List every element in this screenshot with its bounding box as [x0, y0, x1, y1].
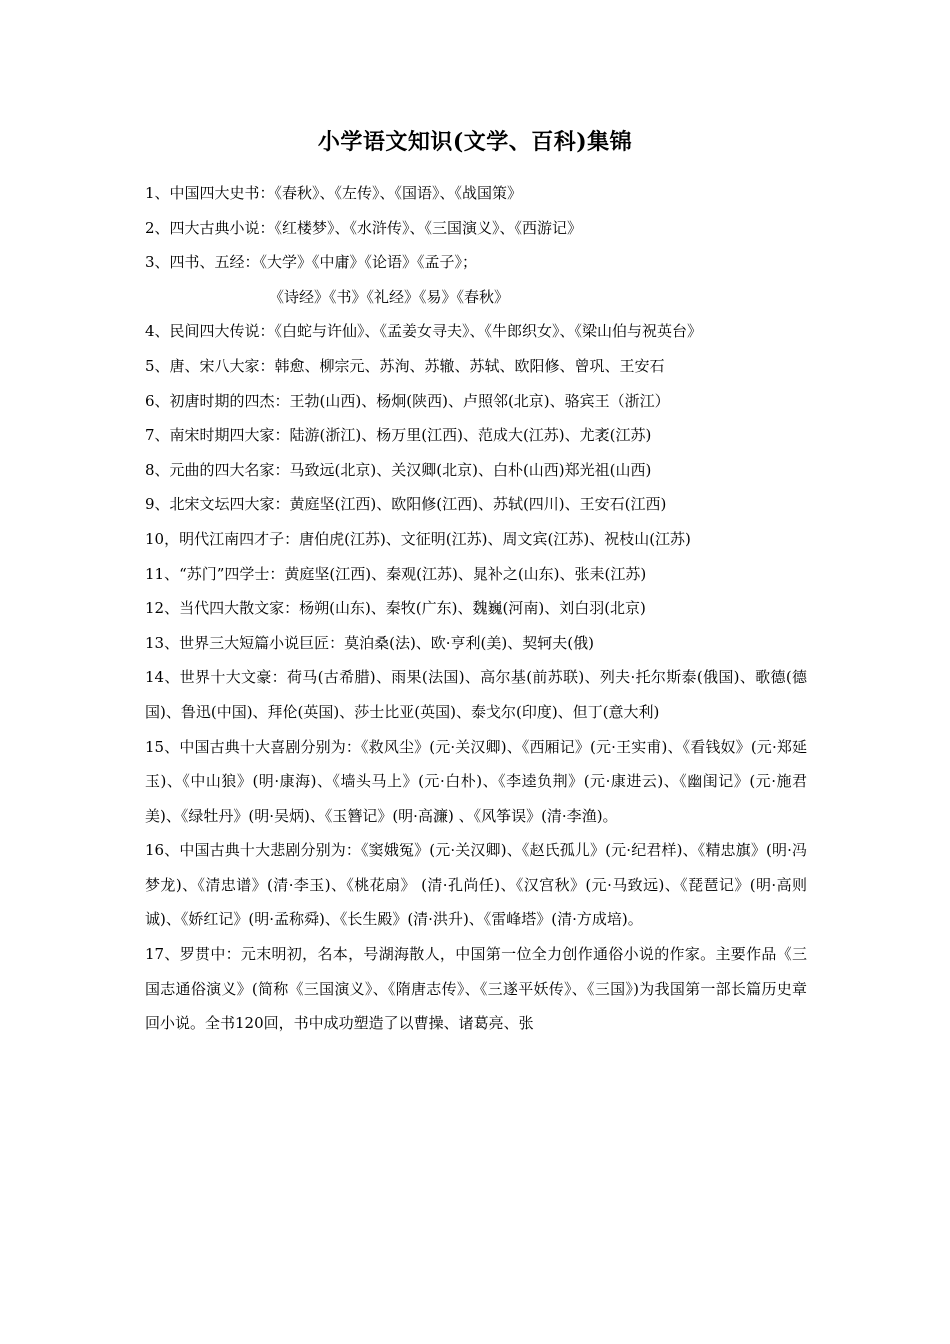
list-item: 3、四书、五经：《大学》《中庸》《论语》《孟子》； [145, 253, 478, 272]
list-item: 5、唐、宋八大家：韩愈、柳宗元、苏洵、苏辙、苏轼、欧阳修、曾巩、王安石 [145, 356, 665, 375]
list-item: 6、初唐时期的四杰：王勃(山西)、杨炯(陕西)、卢照邻(北京)、骆宾王（浙江） [145, 391, 670, 410]
list-item: 13、世界三大短篇小说巨匠：莫泊桑(法)、欧·亨利(美)、契轲夫(俄) [145, 633, 594, 652]
list-item: 15、中国古典十大喜剧分别为：《救风尘》(元·关汉卿)、《西厢记》(元·王实甫)、《看钱奴》(元·郑延玉)、《中山狼》(明·康海)、《墙头马上》(元·白朴)、《李逵负荆》(元·康进云)、《幽闺记》(元·施君美)、《绿牡丹》(明·吴炳)、《玉簪记》(明·高濂) 、《风筝误》(清·李渔)。 [145, 737, 807, 825]
list-item: 4、民间四大传说：《白蛇与许仙》、《孟姜女寻夫》、《牛郎织女》、《梁山伯与祝英台》 [145, 322, 703, 341]
list-item: 2、四大古典小说：《红楼梦》、《水浒传》、《三国演义》、《西游记》 [145, 218, 583, 237]
list-item: 9、北宋文坛四大家：黄庭坚(江西)、欧阳修(江西)、苏轼(四川)、王安石(江西) [145, 495, 667, 514]
list-item: 10，明代江南四才子：唐伯虎(江苏)、文征明(江苏)、周文宾(江苏)、祝枝山(江苏) [145, 529, 691, 548]
list-item: 1、中国四大史书：《春秋》、《左传》、《国语》、《战国策》 [145, 184, 523, 202]
list-item: 7、南宋时期四大家：陆游(浙江)、杨万里(江西)、范成大(江苏)、尤袤(江苏) [145, 426, 652, 445]
list-item: 11、“苏门”四学士：黄庭坚(江西)、秦观(江苏)、晁补之(山东)、张耒(江苏) [145, 564, 647, 583]
list-item: 17、罗贯中：元末明初，名本，号湖海散人，中国第一位全力创作通俗小说的作家。主要作品《三国志通俗演义》(简称《三国演义》、《隋唐志传》、《三遂平妖传》、《三国》)为我国第一部长篇历史章回小说。全书120回，书中成功塑造了以曹操、诸葛亮、张 [145, 945, 807, 1033]
list-item: 12、当代四大散文家：杨朔(山东)、秦牧(广东)、魏巍(河南)、刘白羽(北京) [145, 599, 646, 618]
list-item: 16、中国古典十大悲剧分别为：《窦娥冤》(元·关汉卿)、《赵氏孤儿》(元·纪君样)、《精忠旗》(明·冯梦龙)、《清忠谱》(清·李玉)、《桃花扇》 (清·孔尚任)、《汉宫秋》(元·马致远)、《琵琶记》(明·高则诚)、《娇红记》(明·孟称舜)、《长生殿》(清·洪升)、《雷峰塔》(清·方成培)。 [145, 841, 807, 929]
list-item: 14、世界十大文豪：荷马(古希腊)、雨果(法国)、高尔基(前苏联)、列夫·托尔斯泰(俄国)、歌德(德国)、鲁迅(中国)、拜伦(英国)、莎士比亚(英国)、泰戈尔(印度)、但丁(意大利) [145, 668, 807, 721]
list-item: 8、元曲的四大名家：马致远(北京)、关汉卿(北京)、白朴(山西)郑光祖(山西) [145, 460, 652, 479]
document-body [145, 176, 807, 1041]
list-item-continuation: 《诗经》《书》《礼经》《易》《春秋》 [269, 287, 510, 306]
document-title: 小学语文知识(文学、百科)集锦 [317, 129, 633, 155]
